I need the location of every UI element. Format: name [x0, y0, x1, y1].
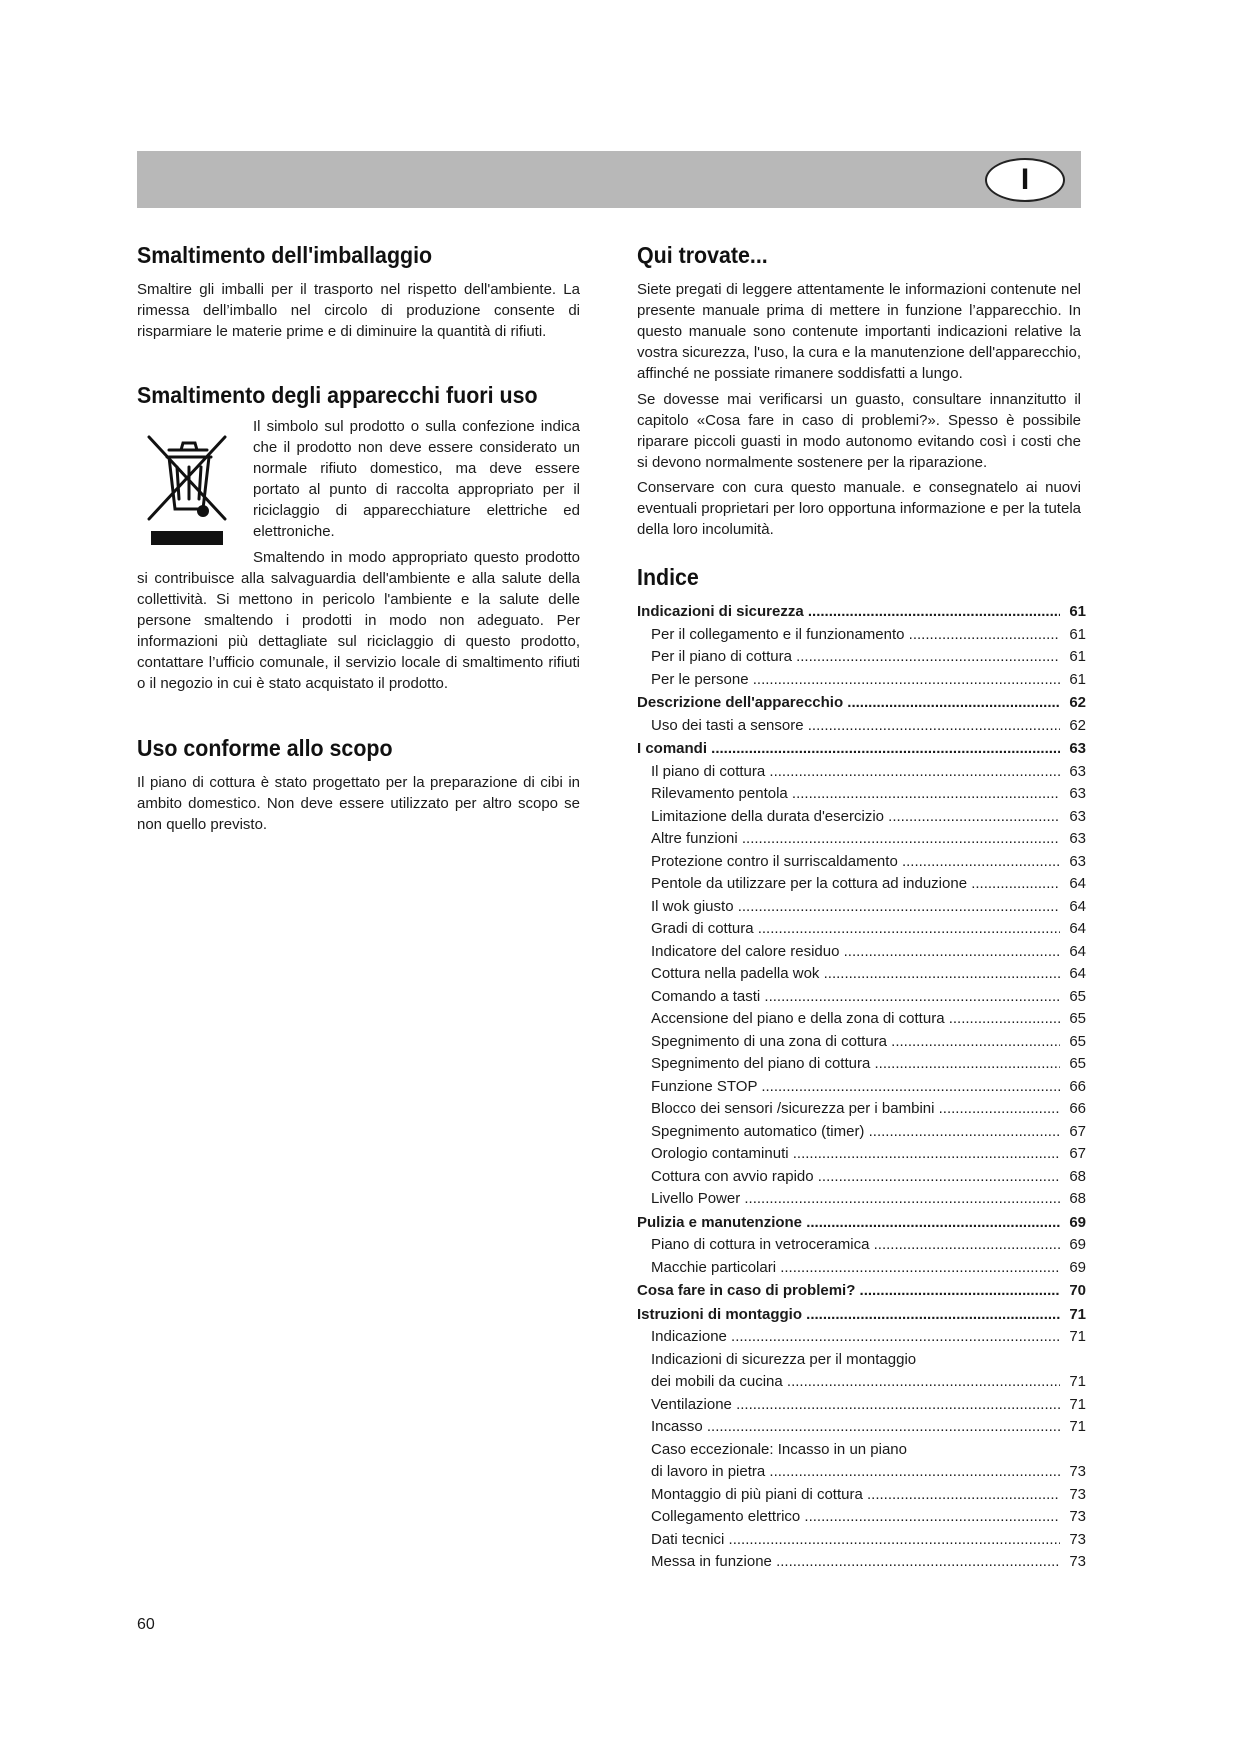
- toc-entry-page: 73: [1069, 1463, 1086, 1480]
- toc-entry-page: 68: [1069, 1190, 1086, 1207]
- toc-entry-page: 69: [1069, 1236, 1086, 1253]
- toc-entry-page: 64: [1069, 875, 1086, 892]
- toc-entry-page: 61: [1069, 670, 1086, 688]
- toc-entry: [637, 851, 1086, 874]
- toc-entry-page: 65: [1069, 1032, 1086, 1050]
- toc-entry-page: 73: [1069, 1530, 1086, 1548]
- toc-entry-title: Spegnimento automatico (timer) .....: [651, 1121, 1060, 1144]
- toc-entry-title: Spegnimento di una zona di cottura .....: [651, 1031, 1060, 1054]
- toc-entry: [637, 1349, 1086, 1372]
- toc-entry-page: 63: [1069, 807, 1086, 825]
- toc-entry: [637, 1506, 1086, 1529]
- toc-entry-page: 64: [1069, 920, 1086, 937]
- toc-entry: [637, 1098, 1086, 1121]
- toc-entry-title: Descrizione dell'apparecchio .....: [637, 692, 1060, 715]
- toc-entry-title: Caso eccezionale: Incasso in un piano: [651, 1440, 907, 1458]
- toc-entry-title: di lavoro in pietra .....: [651, 1461, 1060, 1484]
- toc-entry: [637, 873, 1086, 896]
- page-number: 60: [137, 1616, 155, 1633]
- toc-entry: [637, 1031, 1086, 1054]
- toc-entry-title: Rilevamento pentola .....: [651, 783, 1060, 806]
- toc-entry-title: Indicatore del calore residuo .....: [651, 941, 1060, 964]
- intro-title: Qui trovate...: [637, 242, 768, 268]
- toc-entry-page: 69: [1069, 1213, 1086, 1231]
- toc-entry-page: 71: [1069, 1395, 1086, 1413]
- toc-entry-title: Gradi di cottura .....: [651, 918, 1060, 941]
- toc-entry: [637, 1326, 1086, 1349]
- toc-entry-title: Limitazione della durata d'esercizio .....: [651, 806, 1060, 829]
- toc-entry-page: 71: [1069, 1418, 1086, 1435]
- toc-entry: [637, 1188, 1086, 1211]
- toc-entry: [637, 1551, 1086, 1574]
- toc-entry: [637, 806, 1086, 829]
- toc-entry-page: 65: [1069, 1055, 1086, 1072]
- toc-entry-title: I comandi .....: [637, 738, 1060, 761]
- toc-entry-page: 64: [1069, 897, 1086, 915]
- toc-entry-page: 73: [1069, 1553, 1086, 1570]
- toc-entry-page: 61: [1069, 603, 1086, 620]
- toc-entry-page: 63: [1069, 785, 1086, 802]
- toc-entry-page: 67: [1069, 1145, 1086, 1162]
- toc-entry-page: 68: [1069, 1167, 1086, 1185]
- intended-use-text: Il piano di cottura è stato progettato per la preparazione di cibi in ambito domestico. Non deve essere utilizzato per altro scopo se non quello previsto.: [137, 774, 580, 833]
- toc-chapter-entry: [637, 1212, 1086, 1235]
- toc-entry: [637, 1461, 1086, 1484]
- toc-entry: [637, 624, 1086, 647]
- toc-entry-title: Indicazioni di sicurezza .....: [637, 601, 1060, 624]
- toc-chapter-entry: [637, 1280, 1086, 1303]
- toc-entry-page: 67: [1069, 1122, 1086, 1140]
- toc-entry: [637, 1484, 1086, 1507]
- toc-entry-page: 66: [1069, 1100, 1086, 1117]
- intro-paragraph-3: Conservare con cura questo manuale. e consegnatelo ai nuovi eventuali proprietari per loro opportuna informazione e per la tutela della loro incolumità.: [637, 479, 1081, 538]
- toc-entry-title: Pentole da utilizzare per la cottura ad induzione .....: [651, 873, 1060, 896]
- disposal-text: [137, 547, 580, 694]
- toc-entry-page: 61: [1069, 625, 1086, 643]
- weee-crossed-bin-icon: [141, 427, 231, 549]
- toc-entry-title: Blocco dei sensori /sicurezza per i bambini .....: [651, 1098, 1060, 1121]
- toc-entry-page: 65: [1069, 1010, 1086, 1027]
- toc-entry-title: Istruzioni di montaggio .....: [637, 1304, 1060, 1327]
- disposal-title: Smaltimento degli apparecchi fuori uso: [137, 382, 538, 408]
- toc-entry-title: Messa in funzione .....: [651, 1551, 1060, 1574]
- toc-entry-title: Altre funzioni .....: [651, 828, 1060, 851]
- toc-entry: [637, 1166, 1086, 1189]
- toc-chapter-entry: [637, 1304, 1086, 1327]
- toc-entry-page: 73: [1069, 1485, 1086, 1503]
- toc-entry-page: 71: [1069, 1328, 1086, 1345]
- toc-entry-title: Orologio contaminuti .....: [651, 1143, 1060, 1166]
- toc-entry-title: Accensione del piano e della zona di cottura .....: [651, 1008, 1060, 1031]
- toc-entry-title: Collegamento elettrico .....: [651, 1506, 1060, 1529]
- toc-chapter-entry: [637, 692, 1086, 715]
- disposal-text-body: Smaltendo in modo appropriato questo prodotto si contribuisce alla salvaguardia dell'ambiente e alla salute della collettività. Si mettono in pericolo l'ambiente e la salute delle persone smaltendo i prodotti in modo non adeguato. Per informazioni più dettagliate sul riciclaggio di questo prodotto, contattare l’ufficio comunale, il servizio locale di smaltimento rifiuti o il negozio in cui è stato acquistato il prodotto.: [137, 549, 580, 692]
- toc-entry: [637, 986, 1086, 1009]
- toc-entry: [637, 669, 1086, 692]
- header-bar: [137, 151, 1081, 208]
- toc-entry: [637, 828, 1086, 851]
- toc-entry-page: 63: [1069, 852, 1086, 870]
- toc-entry: [637, 896, 1086, 919]
- index-title: Indice: [637, 564, 699, 590]
- toc-entry-title: Macchie particolari .....: [651, 1257, 1060, 1280]
- disposal-symbol-text: Il simbolo sul prodotto o sulla confezione indica che il prodotto non deve essere considerato un normale rifiuto domestico, ma deve essere portato al punto di raccolta appropriato per il riciclaggio di apparecchiature elettriche ed elettroniche.: [253, 418, 580, 540]
- toc-entry: [637, 1053, 1086, 1076]
- toc-entry-page: 61: [1069, 648, 1086, 665]
- toc-entry: [637, 715, 1086, 738]
- toc-entry: [637, 1234, 1086, 1257]
- toc-entry: [637, 1076, 1086, 1099]
- toc-entry-title: Incasso .....: [651, 1416, 1060, 1439]
- toc-entry: [637, 941, 1086, 964]
- table-of-contents: [637, 600, 1086, 1574]
- toc-entry-title: Cottura con avvio rapido .....: [651, 1166, 1060, 1189]
- toc-entry-title: Pulizia e manutenzione .....: [637, 1212, 1060, 1235]
- toc-entry-title: Dati tecnici .....: [651, 1529, 1060, 1552]
- toc-entry-title: Ventilazione .....: [651, 1394, 1060, 1417]
- toc-entry-page: 64: [1069, 965, 1086, 982]
- intro-paragraph-2: Se dovesse mai verificarsi un guasto, consultare innanzitutto il capitolo «Cosa fare in caso di problemi?». Spesso è possibile riparare piccoli guasti in modo autonomo evitando così i costi che si devono normalmente sostenere per la riparazione.: [637, 391, 1081, 471]
- toc-entry-title: Per il piano di cottura .....: [651, 646, 1060, 669]
- toc-entry: [637, 1143, 1086, 1166]
- toc-entry: [637, 1529, 1086, 1552]
- toc-entry: [637, 1416, 1086, 1439]
- toc-entry-page: 63: [1069, 762, 1086, 780]
- intro-paragraph-1: Siete pregati di leggere attentamente le informazioni contenute nel presente manuale prima di mettere in funzione l’apparecchio. In questo manuale sono contenute importanti indicazioni relative la vostra sicurezza, l'uso, la cura e la manutenzione dell'apparecchio, affinché ne possiate rimanere soddisfatti a lungo.: [637, 281, 1081, 382]
- language-badge: I: [985, 158, 1065, 202]
- toc-entry-title: Cosa fare in caso di problemi? .....: [637, 1280, 1060, 1303]
- intended-use-title: Uso conforme allo scopo: [137, 735, 393, 761]
- toc-entry: [637, 963, 1086, 986]
- toc-entry-page: 69: [1069, 1258, 1086, 1276]
- packaging-title: Smaltimento dell'imballaggio: [137, 242, 433, 268]
- toc-chapter-entry: [637, 738, 1086, 761]
- toc-entry-title: Funzione STOP .....: [651, 1076, 1060, 1099]
- toc-entry: [637, 646, 1086, 669]
- packaging-text: Smaltire gli imballi per il trasporto nel rispetto dell'ambiente. La rimessa dell’imballo nel circolo di produzione consente di risparmiare le materie prime e di diminuire la quantità di rifiuti.: [137, 281, 580, 340]
- toc-entry-title: Il wok giusto .....: [651, 896, 1060, 919]
- toc-entry: [637, 761, 1086, 784]
- toc-entry-page: 66: [1069, 1077, 1086, 1095]
- toc-chapter-entry: [637, 601, 1086, 624]
- toc-entry-title: Cottura nella padella wok .....: [651, 963, 1060, 986]
- toc-entry-title: Indicazione .....: [651, 1326, 1060, 1349]
- toc-entry: [637, 1394, 1086, 1417]
- toc-entry-page: 62: [1069, 716, 1086, 734]
- toc-entry-page: 71: [1069, 1305, 1086, 1323]
- toc-entry-title: Il piano di cottura .....: [651, 761, 1060, 784]
- toc-entry-page: 63: [1069, 830, 1086, 847]
- toc-entry: [637, 1257, 1086, 1280]
- toc-entry-page: 73: [1069, 1508, 1086, 1525]
- toc-entry-page: 64: [1069, 942, 1086, 960]
- toc-entry-title: Indicazioni di sicurezza per il montaggio: [651, 1350, 917, 1368]
- toc-entry: [637, 1371, 1086, 1394]
- toc-entry-title: Comando a tasti .....: [651, 986, 1060, 1009]
- toc-entry-title: Per il collegamento e il funzionamento .....: [651, 624, 1060, 647]
- toc-entry-page: 71: [1069, 1373, 1086, 1390]
- toc-entry: [637, 1121, 1086, 1144]
- toc-entry-page: 65: [1069, 987, 1086, 1005]
- toc-entry-page: 62: [1069, 694, 1086, 711]
- toc-entry-page: 63: [1069, 740, 1086, 757]
- toc-entry-title: Piano di cottura in vetroceramica .....: [651, 1234, 1060, 1257]
- toc-entry-title: dei mobili da cucina .....: [651, 1371, 1060, 1394]
- toc-entry: [637, 783, 1086, 806]
- toc-entry: [637, 1008, 1086, 1031]
- toc-entry-title: Montaggio di più piani di cottura .....: [651, 1484, 1060, 1507]
- toc-entry: [637, 1439, 1086, 1462]
- toc-entry-title: Protezione contro il surriscaldamento .....: [651, 851, 1060, 874]
- toc-entry: [637, 918, 1086, 941]
- toc-entry-title: Uso dei tasti a sensore .....: [651, 715, 1060, 738]
- toc-entry-title: Per le persone .....: [651, 669, 1060, 692]
- toc-entry-page: 70: [1069, 1282, 1086, 1299]
- toc-entry-title: Livello Power .....: [651, 1188, 1060, 1211]
- toc-entry-title: Spegnimento del piano di cottura .....: [651, 1053, 1060, 1076]
